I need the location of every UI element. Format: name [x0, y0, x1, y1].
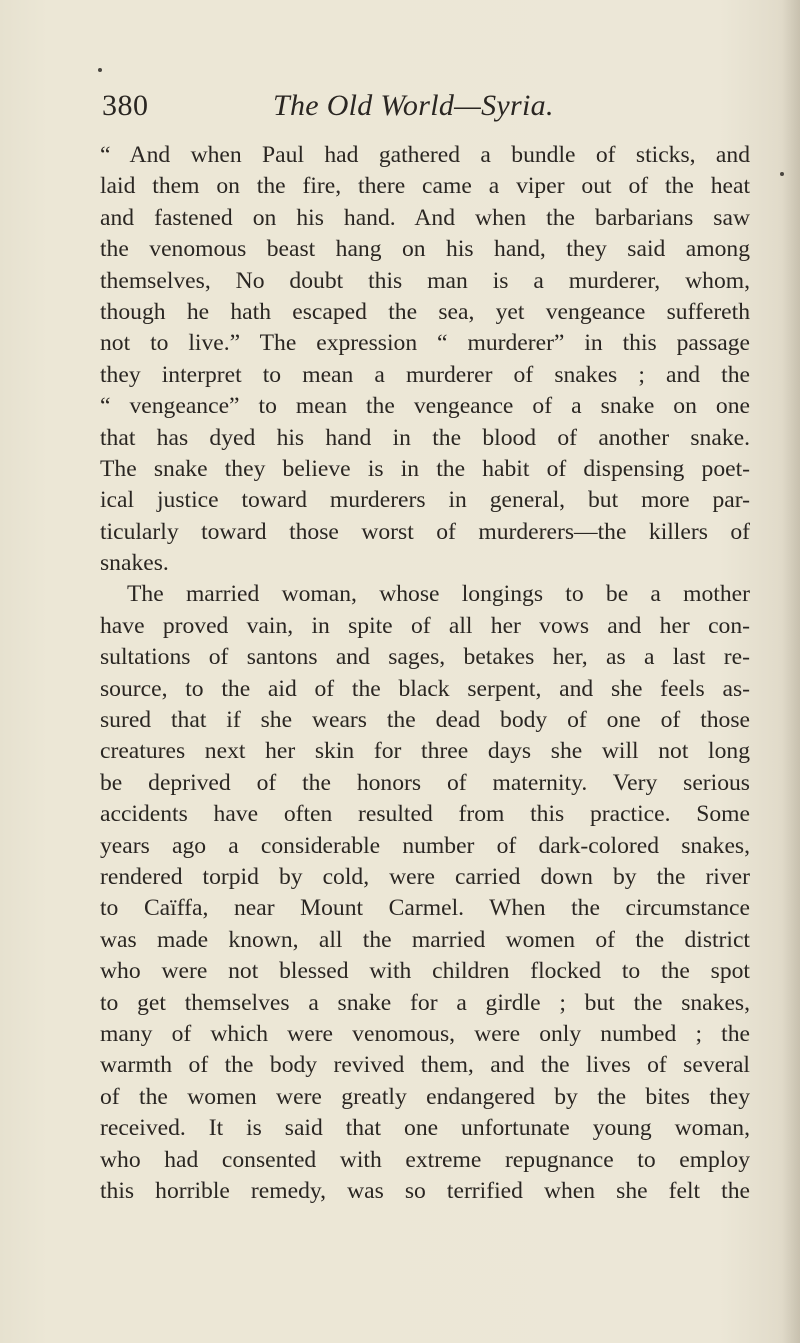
text-line: the venomous beast hang on his hand, they said among [100, 236, 750, 263]
text-line: to get themselves a snake for a girdle ; but the snakes, [100, 989, 750, 1016]
text-line: snakes. [100, 550, 169, 577]
text-line: ical justice toward murderers in general, but more par- [100, 487, 750, 514]
text-line: years ago a considerable number of dark-colored snakes, [100, 832, 750, 859]
running-head: The Old World—Syria. [273, 89, 554, 122]
text-line: to Caïffa, near Mount Carmel. When the circumstance [100, 895, 750, 922]
text-line: be deprived of the honors of maternity. Very serious [100, 769, 750, 796]
text-line: sultations of santons and sages, betakes her, as a last re- [100, 644, 750, 671]
page-edge-shadow [782, 0, 800, 1343]
text-line: accidents have often resulted from this practice. Some [100, 801, 750, 828]
body-text [100, 140, 750, 1207]
text-line: source, to the aid of the black serpent, and she feels as- [100, 675, 750, 702]
text-line: and fastened on his hand. And when the barbarians saw [100, 204, 750, 231]
text-line: The married woman, whose longings to be a mother [127, 581, 750, 608]
text-line: “ And when Paul had gathered a bundle of sticks, and [100, 142, 750, 168]
text-line: not to live.” The expression “ murderer” in this passage [100, 330, 750, 357]
text-line: have proved vain, in spite of all her vows and her con- [100, 612, 750, 639]
print-speck [780, 172, 784, 176]
page-number: 380 [102, 89, 149, 122]
text-line: that has dyed his hand in the blood of another snake. [100, 424, 750, 451]
print-speck [98, 68, 102, 72]
text-line: was made known, all the married women of the district [100, 926, 750, 953]
text-line: sured that if she wears the dead body of one of those [100, 707, 750, 734]
page-header [102, 86, 742, 126]
text-line: this horrible remedy, was so terrified when she felt the [100, 1177, 750, 1204]
text-line: many of which were venomous, were only numbed ; the [100, 1020, 750, 1047]
text-line: of the women were greatly endangered by the bites they [100, 1083, 750, 1110]
text-line: warmth of the body revived them, and the lives of several [100, 1052, 750, 1079]
text-line: laid them on the fire, there came a viper out of the heat [100, 173, 750, 200]
text-line: who had consented with extreme repugnance to employ [100, 1146, 750, 1173]
text-line: received. It is said that one unfortunate young woman, [100, 1115, 750, 1142]
text-line: ticularly toward those worst of murderers—the killers of [100, 518, 750, 545]
text-line: themselves, No doubt this man is a murderer, whom, [100, 267, 750, 294]
text-line: “ vengeance” to mean the vengeance of a snake on one [100, 393, 750, 420]
text-line: though he hath escaped the sea, yet vengeance suffereth [100, 298, 750, 325]
text-line: The snake they believe is in the habit of dispensing poet- [100, 455, 750, 482]
text-line: who were not blessed with children flocked to the spot [100, 958, 750, 985]
text-line: creatures next her skin for three days she will not long [100, 738, 750, 765]
text-line: rendered torpid by cold, were carried down by the river [100, 863, 750, 890]
text-line: they interpret to mean a murderer of snakes ; and the [100, 361, 750, 388]
